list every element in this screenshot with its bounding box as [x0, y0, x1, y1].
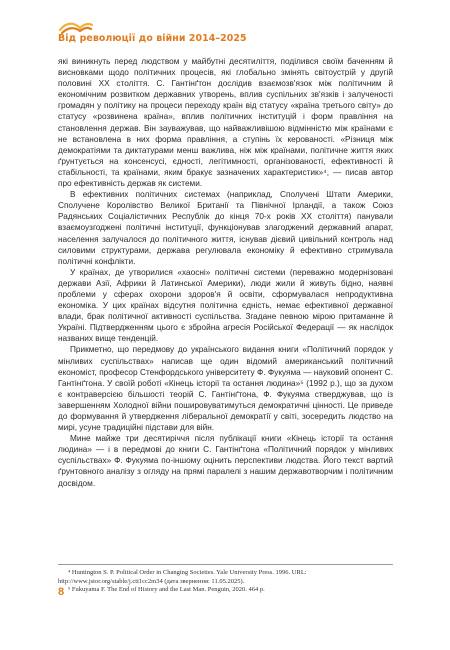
- paragraph: В ефективних політичних системах (наприклад, Сполучені Штати Америки, Сполучене Королівство Великої Британії та Північної Ірландії, а також Союз Радянських Соціалістичних Республік до кінця 70-х років ХХ століття) панували взаємоузгоджені політичні інституції, функціонував злагоджений державний апарат, населення залучалося до політичного життя, існував дієвий цивільний контроль над силовими структурами, держава регулювала економіку й ефективно стримувала політичні конфлікти.: [58, 190, 393, 266]
- body-text: [58, 56, 393, 489]
- page-number: 8: [58, 586, 65, 598]
- footnote: ⁴ Huntington S. P. Political Order in Changing Societies. Yale University Press. 1996. URL: http://www.jstor.org/stable/j.ctt1cc2m34 (дата звернення: 11.05.2025).: [58, 569, 307, 585]
- paragraph: які виникнуть перед людством у майбутні десятиліття, поділився своїм баченням й висновками щодо політичних процесів, які глобально змінять світоустрій у другій половині ХХ століття. С. Гантінґтон дослідив взаємозв'язок між політичним й економічним розвитком державних утворень, вплив суспільних зв'язків і залученості громадян у політику на процеси переходу країн від статусу «країна третього світу» до статусу «розвинена країна», вплив політичних інституцій і форм правління на становлення держав. Він зауважував, що найважливішою відмінністю між країнами є не встановлена в них форма правління, а ступінь їх керованості. «Різниця між демократіями та диктатурами менш важлива, ніж між країнами, політичне життя яких ґрунтується на консенсусі, єдності, легітимності, організованості, ефективності й стабільності, та країнами, яким бракує зазначених характеристик»⁴, — писав автор про ефективність держав як системи.: [58, 57, 393, 189]
- paragraph: Прикметно, що передмову до українського видання книги «Політичний порядок у мінливих суспільствах» написав ще один відомий американський політичний економіст, професор Стенфордського університету Ф. Фукуяма — науковий опонент С. Гантінґтона. У своїй роботі «Кінець історії та остання людина»⁵ (1992 р.), що за духом є контраверсією більшості теорій С. Гантінґтона, Ф. Фукуяма стверджував, що із завершенням Холодної війни пошировуватимуться демократичні цінності. Це приведе до формування й утвердження ліберальної демократії у світі, зосередить людство на мирі, усуне традиційні підстави для війн.: [58, 345, 393, 433]
- paragraph: У країнах, де утворилися «хаосні» політичні системи (переважно модернізовані держави Азії, Африки й Латинської Америки), люди жили й живуть бідно, наявні проблеми у сферах охорони здоров'я й освіти, сформувалася непродуктивна економіка. У цих країнах відсутня політична єдність, немає ефективної державної влади, брак політичної активності суспільства. Згадане певною мірою притаманне й Україні. Підтвердженням цього є збройна агресія Російської Федерації — як наслідок названих вище тенденцій.: [58, 267, 393, 344]
- paragraph: Мине майже три десятиріччя після публікації книги «Кінець історії та остання людина» — і в передмові до книги С. Гантінґтона «Політичний порядок у мінливих суспільствах» Ф. Фукуяма по-іншому оцінить перспективи людства. Його текст вартий ґрунтовного аналізу з огляду на прямі паралелі з нашим державотворчим і політичним досвідом.: [58, 434, 393, 488]
- footnote: ⁵ Fukuyama F. The End of History and the Last Man. Penguin, 2020. 464 p.: [68, 586, 265, 594]
- footnotes: [58, 564, 393, 595]
- running-title: Від революції до війни 2014–2025: [58, 33, 247, 44]
